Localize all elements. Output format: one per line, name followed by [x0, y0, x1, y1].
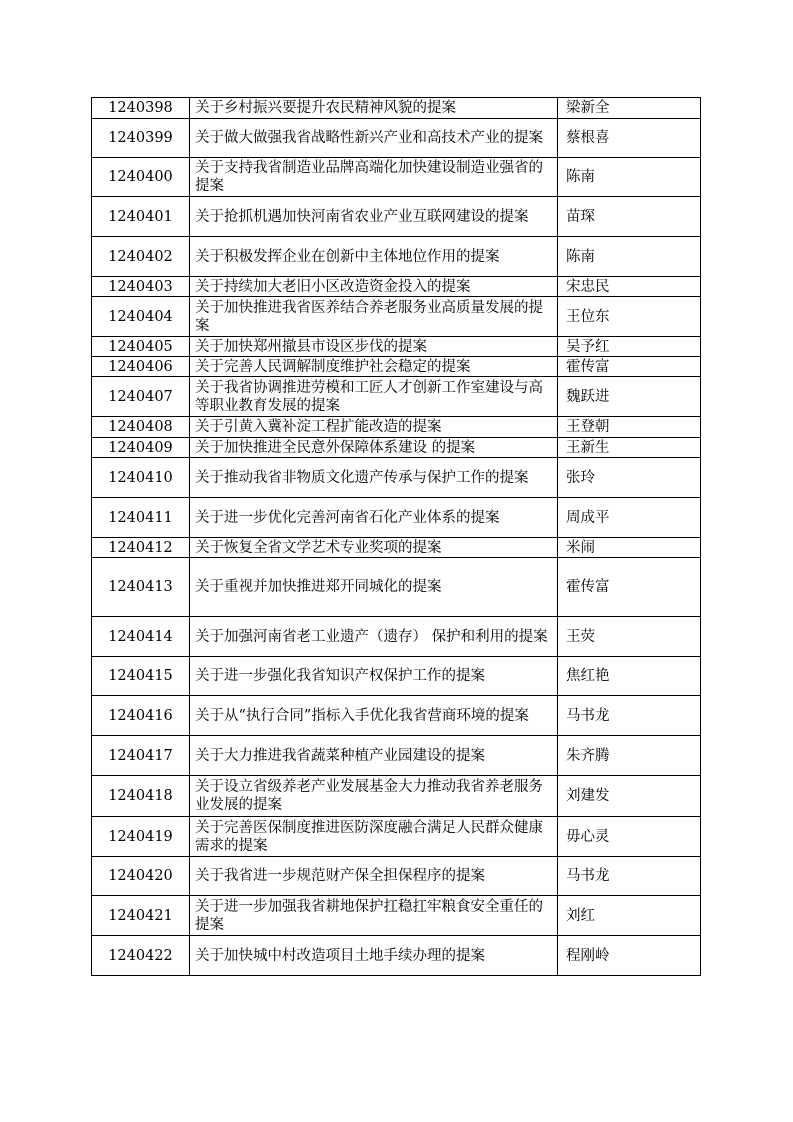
proposal-title: 关于完善人民调解制度维护社会稳定的提案 [190, 357, 558, 377]
table-row [92, 277, 701, 297]
proposal-title: 关于完善医保制度推进医防深度融合满足人民群众健康需求的提案 [190, 817, 558, 857]
proposer-name: 王位东 [558, 297, 701, 337]
proposal-title: 关于做大做强我省战略性新兴产业和高技术产业的提案 [190, 119, 558, 158]
proposer-name: 魏跃进 [558, 377, 701, 417]
proposal-number: 1240420 [92, 857, 190, 896]
table-row [92, 119, 701, 158]
table-row [92, 498, 701, 538]
proposer-name: 王新生 [558, 438, 701, 458]
proposer-name: 刘红 [558, 896, 701, 936]
proposal-number: 1240419 [92, 817, 190, 857]
table-row [92, 617, 701, 657]
proposal-number: 1240401 [92, 197, 190, 237]
proposal-title: 关于恢复全省文学艺术专业奖项的提案 [190, 538, 558, 558]
proposal-number: 1240399 [92, 119, 190, 158]
proposal-title: 关于进一步强化我省知识产权保护工作的提案 [190, 657, 558, 696]
proposal-title: 关于设立省级养老产业发展基金大力推动我省养老服务业发展的提案 [190, 776, 558, 817]
proposal-title: 关于积极发挥企业在创新中主体地位作用的提案 [190, 237, 558, 277]
proposer-name: 张玲 [558, 458, 701, 498]
proposal-number: 1240403 [92, 277, 190, 297]
proposal-number: 1240415 [92, 657, 190, 696]
table-row [92, 776, 701, 817]
table-row [92, 337, 701, 357]
table-row [92, 736, 701, 776]
proposal-number: 1240418 [92, 776, 190, 817]
proposer-name: 周成平 [558, 498, 701, 538]
proposal-number: 1240398 [92, 98, 190, 119]
proposer-name: 霍传富 [558, 357, 701, 377]
proposal-number: 1240404 [92, 297, 190, 337]
table-row [92, 98, 701, 119]
proposer-name: 陈南 [558, 158, 701, 197]
proposal-number: 1240400 [92, 158, 190, 197]
proposal-title: 关于抢抓机遇加快河南省农业产业互联网建设的提案 [190, 197, 558, 237]
proposal-title: 关于加快推进全民意外保障体系建设 的提案 [190, 438, 558, 458]
proposer-name: 焦红艳 [558, 657, 701, 696]
proposal-title: 关于我省协调推进劳模和工匠人才创新工作室建设与高等职业教育发展的提案 [190, 377, 558, 417]
table-row [92, 377, 701, 417]
proposal-number: 1240416 [92, 696, 190, 736]
proposal-title: 关于加强河南省老工业遗产（遗存） 保护和利用的提案 [190, 617, 558, 657]
table-row [92, 417, 701, 438]
proposer-name: 朱齐腾 [558, 736, 701, 776]
proposal-number: 1240421 [92, 896, 190, 936]
table-row [92, 237, 701, 277]
proposer-name: 梁新全 [558, 98, 701, 119]
proposer-name: 程刚岭 [558, 936, 701, 976]
table-row [92, 538, 701, 558]
table-row [92, 297, 701, 337]
proposer-name: 苗琛 [558, 197, 701, 237]
proposal-title: 关于从“执行合同”指标入手优化我省营商环境的提案 [190, 696, 558, 736]
proposal-number: 1240402 [92, 237, 190, 277]
proposal-number: 1240407 [92, 377, 190, 417]
proposal-number: 1240410 [92, 458, 190, 498]
table-row [92, 857, 701, 896]
table-row [92, 357, 701, 377]
proposal-title: 关于我省进一步规范财产保全担保程序的提案 [190, 857, 558, 896]
proposal-title: 关于引黄入冀补淀工程扩能改造的提案 [190, 417, 558, 438]
table-row [92, 158, 701, 197]
proposal-rows [92, 98, 701, 976]
proposal-number: 1240406 [92, 357, 190, 377]
table-row [92, 936, 701, 976]
table-row [92, 558, 701, 617]
proposer-name: 王登朝 [558, 417, 701, 438]
proposal-number: 1240417 [92, 736, 190, 776]
proposal-title: 关于大力推进我省蔬菜种植产业园建设的提案 [190, 736, 558, 776]
proposal-number: 1240411 [92, 498, 190, 538]
proposal-number: 1240422 [92, 936, 190, 976]
proposal-title: 关于进一步加强我省耕地保护扛稳扛牢粮食安全重任的提案 [190, 896, 558, 936]
proposer-name: 宋忠民 [558, 277, 701, 297]
table-row [92, 896, 701, 936]
proposal-title: 关于进一步优化完善河南省石化产业体系的提案 [190, 498, 558, 538]
proposer-name: 米闹 [558, 538, 701, 558]
proposer-name: 蔡根喜 [558, 119, 701, 158]
table-row [92, 197, 701, 237]
proposal-title: 关于重视并加快推进郑开同城化的提案 [190, 558, 558, 617]
table-row [92, 458, 701, 498]
proposer-name: 马书龙 [558, 857, 701, 896]
proposal-title: 关于支持我省制造业品牌高端化加快建设制造业强省的提案 [190, 158, 558, 197]
table-row [92, 817, 701, 857]
proposer-name: 马书龙 [558, 696, 701, 736]
proposal-title: 关于加快推进我省医养结合养老服务业高质量发展的提案 [190, 297, 558, 337]
table-row [92, 438, 701, 458]
proposal-title: 关于推动我省非物质文化遗产传承与保护工作的提案 [190, 458, 558, 498]
proposal-number: 1240414 [92, 617, 190, 657]
proposer-name: 刘建发 [558, 776, 701, 817]
proposal-number: 1240409 [92, 438, 190, 458]
proposal-number: 1240405 [92, 337, 190, 357]
proposer-name: 陈南 [558, 237, 701, 277]
proposal-number: 1240412 [92, 538, 190, 558]
proposal-title: 关于加快城中村改造项目土地手续办理的提案 [190, 936, 558, 976]
proposal-title: 关于乡村振兴要提升农民精神风貌的提案 [190, 98, 558, 119]
proposer-name: 吴予红 [558, 337, 701, 357]
proposal-table [91, 97, 701, 976]
proposer-name: 王荧 [558, 617, 701, 657]
proposal-title: 关于加快郑州撤县市设区步伐的提案 [190, 337, 558, 357]
table-row [92, 657, 701, 696]
proposal-title: 关于持续加大老旧小区改造资金投入的提案 [190, 277, 558, 297]
proposer-name: 毋心灵 [558, 817, 701, 857]
proposal-number: 1240408 [92, 417, 190, 438]
table-row [92, 696, 701, 736]
proposer-name: 霍传富 [558, 558, 701, 617]
proposal-number: 1240413 [92, 558, 190, 617]
